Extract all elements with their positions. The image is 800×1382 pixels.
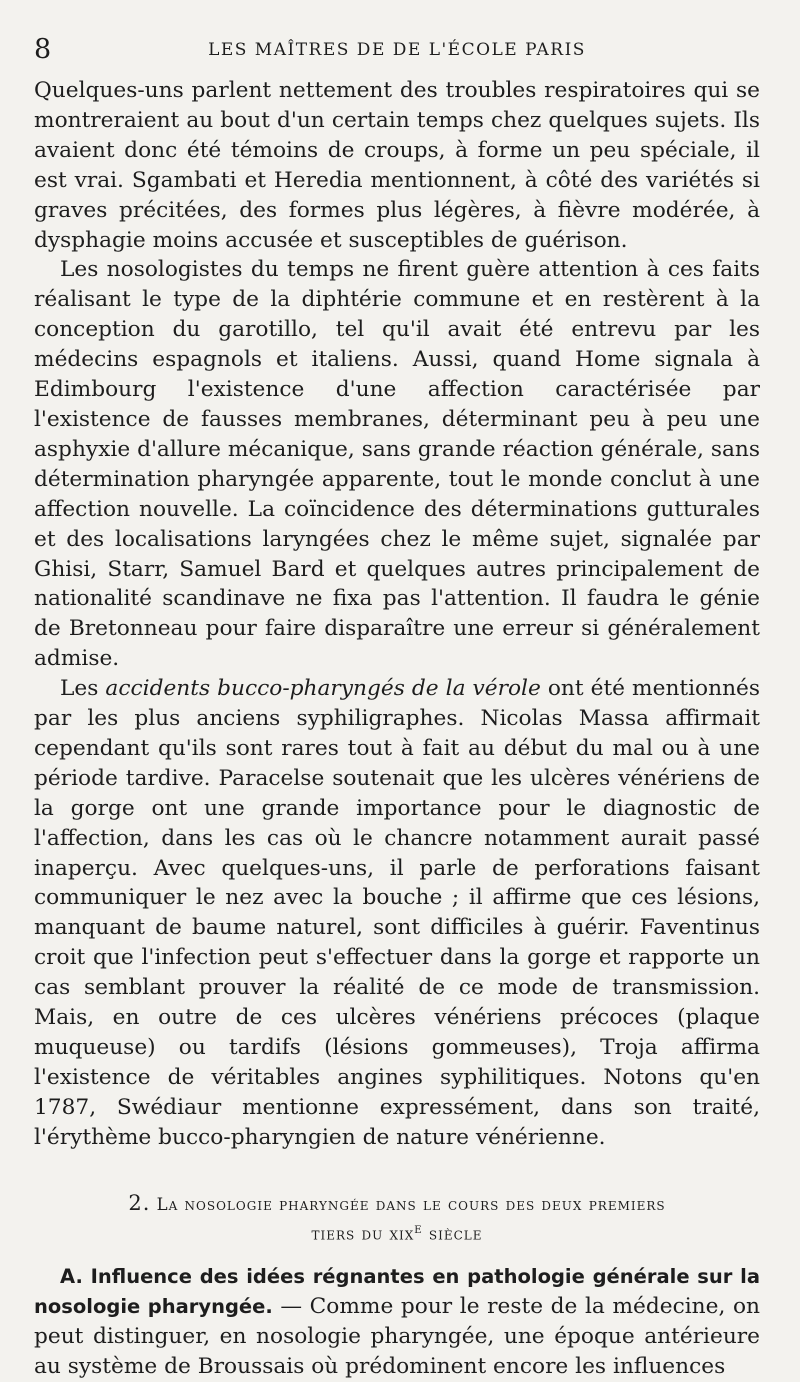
paragraph-3: [34, 674, 760, 1153]
section-heading: [34, 1191, 760, 1247]
subsection-title: A. Influence des idées régnantes en pathologie générale sur la nosologie pharyngée.: [34, 1265, 760, 1319]
paragraph-2: Les nosologistes du temps ne firent guère attention à ces faits réalisant le type de la diphtérie commune et en restèrent à la conception du garotillo, tel qu'il avait été entrevu par les médecins espagnols et italiens. Aussi, quand Home signala à Edimbourg l'existence d'une affection caractérisée par l'existence de fausses membranes, déterminant peu à peu une asphyxie d'allure mécanique, sans grande réaction générale, sans détermination pharyngée apparente, tout le monde conclut à une affection nouvelle. La coïncidence des déterminations gutturales et des localisations laryngées chez le même sujet, signalée par Ghisi, Starr, Samuel Bard et quelques autres principalement de nationalité scandinave ne fixa pas l'attention. Il faudra le génie de Bretonneau pour faire disparaître une erreur si généralement admise.: [34, 257, 760, 672]
section-heading-line-2: [34, 1217, 760, 1247]
section-title-superscript: e: [414, 1220, 423, 1237]
section-title-line-1: La nosologie pharyngée dans le cours des deux premiers: [156, 1194, 666, 1214]
subsection-paragraph: [34, 1262, 760, 1382]
paragraph-3-lead: Les: [60, 676, 106, 702]
body-text: [34, 76, 760, 1382]
section-title-line-2-pre: tiers du xix: [311, 1224, 415, 1244]
paragraph-3-italic: accidents bucco-pharyngés de la vérole: [105, 676, 541, 702]
page-header: [34, 30, 760, 76]
page-number: 8: [34, 34, 52, 65]
subsection-text: — Comme pour le reste de la médecine, on peut distinguer, en nosologie pharyngée, une époque antérieure au système de Broussais où prédominent encore les influences: [34, 1294, 760, 1379]
section-heading-line-1: [34, 1191, 760, 1217]
running-head: LES MAÎTRES DE DE L'ÉCOLE PARIS: [208, 40, 586, 60]
paragraph-1: Quelques-uns parlent nettement des troubles respiratoires qui se montreraient au bout d'un certain temps chez quelques sujets. Ils avaient donc été témoins de croups, à forme un peu spéciale, il est vrai. Sgambati et Heredia mentionnent, à côté des variétés si graves précitées, des formes plus légères, à fièvre modérée, à dysphagie moins accusée et susceptibles de guérison.: [34, 78, 760, 253]
section-number: 2.: [128, 1190, 151, 1215]
paragraph-3-rest: ont été mentionnés par les plus anciens syphiligraphes. Nicolas Massa affirmait cependant qu'ils sont rares tout à fait au début du mal ou à une période tardive. Paracelse soutenait que les ulcères vénériens de la gorge ont une grande importance pour le diagnostic de l'affection, dans les cas où le chancre notamment aurait passé inaperçu. Avec quelques-uns, il parle de perforations faisant communiquer le nez avec la bouche ; il affirme que ces lésions, manquant de baume naturel, sont difficiles à guérir. Faventinus croit que l'infection peut s'effectuer dans la gorge et rapporte un cas semblant prouver la réalité de ce mode de transmission. Mais, en outre de ces ulcères vénériens précoces (plaque muqueuse) ou tardifs (lésions gommeuses), Troja affirma l'existence de véritables angines syphilitiques. Notons qu'en 1787, Swédiaur mentionne expressément, dans son traité, l'érythème bucco-pharyngien de nature vénérienne.: [34, 676, 761, 1150]
section-title-line-2-post: siècle: [422, 1224, 483, 1244]
